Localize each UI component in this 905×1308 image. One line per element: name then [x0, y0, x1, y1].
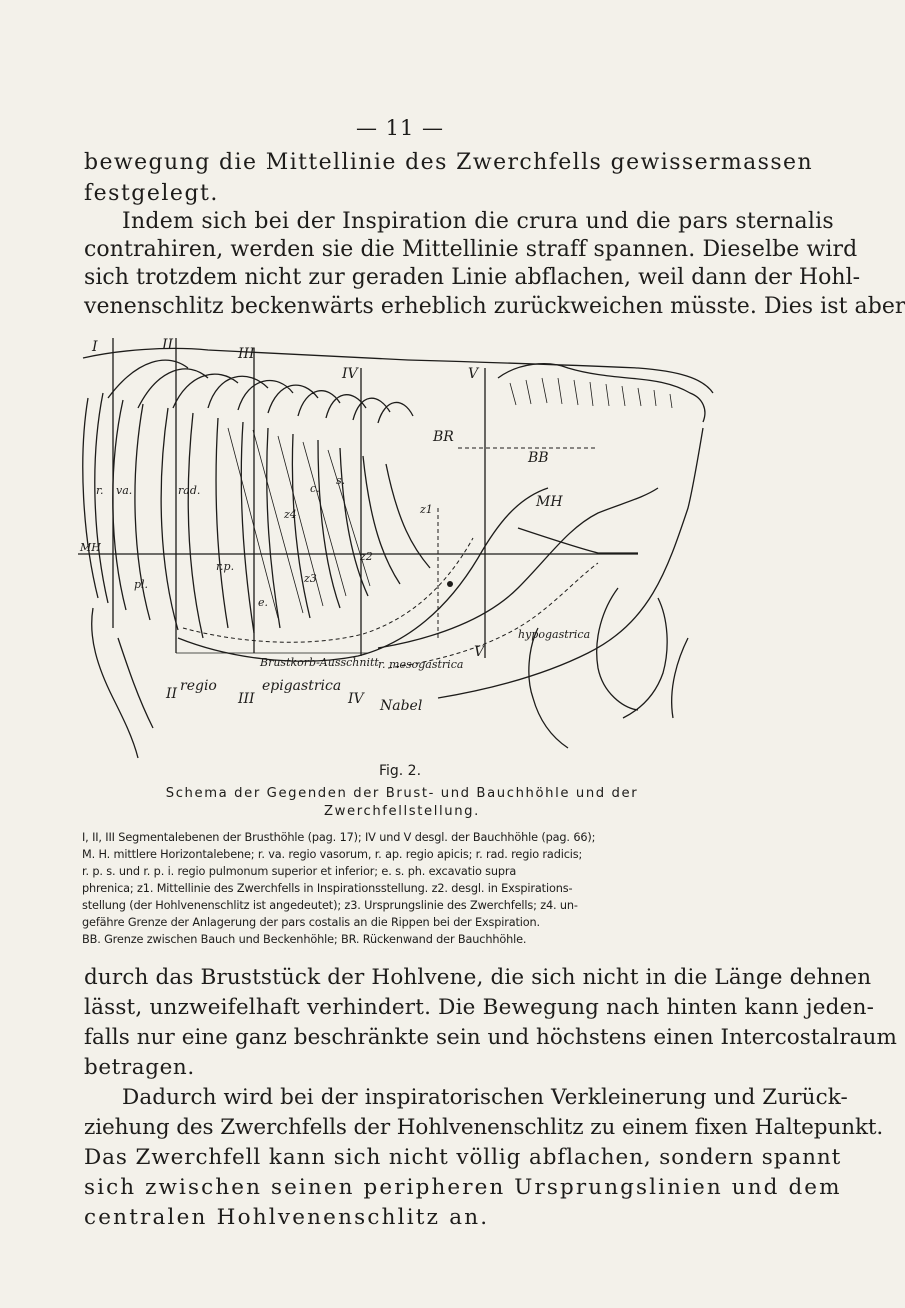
- text-line: bewegung die Mittellinie des Zwerchfells gewissermassen: [84, 150, 814, 175]
- segment-label: II: [162, 337, 174, 353]
- region-label-va: va.: [116, 484, 133, 497]
- region-label-brustkorb: Brustkorb-Ausschnitt: [260, 656, 379, 669]
- text-line: festgelegt.: [84, 181, 219, 206]
- legend-line: phrenica; z1. Mittellinie des Zwerchfells in Inspirationsstellung. z2. desgl. in Exspirations-: [82, 882, 573, 895]
- segment-label: V: [474, 644, 485, 660]
- segment-label: II: [166, 686, 178, 702]
- pelvis-outline: [597, 588, 667, 718]
- region-label-hypogastrica: hypogastrica: [518, 628, 591, 641]
- region-label-mesogastrica: r. mesogastrica: [378, 658, 464, 671]
- text-line: durch das Bruststück der Hohlvene, die sich nicht in die Länge dehnen: [84, 965, 872, 990]
- legend-line: gefähre Grenze der Anlagerung der pars costalis an die Rippen bei der Exspiration.: [82, 916, 540, 929]
- text-line: betragen.: [84, 1055, 195, 1080]
- region-label-rad: rad.: [178, 484, 201, 497]
- diaphragm-label-z2: z2: [360, 550, 373, 563]
- text-line: Indem sich bei der Inspiration die crura und die pars sternalis: [122, 209, 834, 234]
- segment-label: V: [468, 366, 479, 382]
- diaphragm-label-z1: z1: [420, 503, 433, 516]
- legend-line: M. H. mittlere Horizontalebene; r. va. regio vasorum, r. ap. regio apicis; r. rad. regio radicis;: [82, 848, 583, 861]
- legend-line: r. p. s. und r. p. i. regio pulmonum superior et inferior; e. s. ph. excavatio supra: [82, 865, 517, 878]
- region-label-s: s.: [336, 474, 346, 487]
- region-label-regio: regio: [180, 678, 217, 694]
- legend-line: BB. Grenze zwischen Bauch und Beckenhöhle; BR. Rückenwand der Bauchhöhle.: [82, 933, 527, 946]
- region-label-bb: BB: [528, 450, 549, 466]
- diaphragm-z1: [178, 488, 548, 661]
- region-label-mh-left: MH: [80, 541, 101, 554]
- vertebrae-row: [108, 360, 705, 423]
- region-label-mh: MH: [536, 494, 563, 510]
- region-label-epigastrica: epigastrica: [262, 678, 342, 694]
- segment-label: III: [238, 346, 255, 362]
- region-label-c: c.: [310, 482, 320, 495]
- text-line: sich trotzdem nicht zur geraden Linie abflachen, weil dann der Hohl-: [84, 265, 861, 290]
- sternum: [92, 608, 138, 758]
- segment-label: IV: [342, 366, 358, 382]
- region-label-br: BR: [433, 429, 454, 445]
- text-line: sich zwischen seinen peripheren Ursprungslinien und dem: [84, 1175, 842, 1200]
- region-label-nabel: Nabel: [380, 698, 423, 714]
- text-line: venenschlitz beckenwärts erheblich zurückweichen müsste. Dies ist aber: [84, 294, 905, 319]
- back-contour: [83, 348, 713, 393]
- text-line: centralen Hohlvenenschlitz an.: [84, 1205, 490, 1230]
- anatomical-schema-figure: [78, 338, 718, 768]
- diaphragm-z4: [388, 563, 598, 668]
- region-label-rp: r.p.: [216, 560, 235, 573]
- text-line: falls nur eine ganz beschränkte sein und höchstens einen Intercostalraum: [84, 1025, 897, 1050]
- region-label-pl: pl.: [134, 578, 149, 591]
- text-line: contrahiren, werden sie die Mittellinie straff spannen. Dieselbe wird: [84, 237, 858, 262]
- page-number: — 11 —: [355, 116, 445, 140]
- legend-line: I, II, III Segmentalebenen der Brusthöhle (pag. 17); IV und V desgl. der Bauchhöhle (pag. 66);: [82, 831, 596, 844]
- text-line: lässt, unzweifelhaft verhindert. Die Bewegung nach hinten kann jeden-: [84, 995, 875, 1020]
- text-line: Dadurch wird bei der inspiratorischen Verkleinerung und Zurück-: [122, 1085, 848, 1110]
- figure-title: Schema der Gegenden der Brust- und Bauchhöhle und der: [165, 786, 639, 801]
- region-label-r: r.: [96, 484, 104, 497]
- segment-label: IV: [348, 691, 364, 707]
- text-line: Das Zwerchfell kann sich nicht völlig abflachen, sondern spannt: [84, 1145, 842, 1170]
- hohlvenenschlitz-mark: [447, 581, 453, 587]
- text-line: ziehung des Zwerchfells der Hohlvenenschlitz zu einem fixen Haltepunkt.: [84, 1115, 884, 1140]
- figure-number: Fig. 2.: [378, 763, 422, 779]
- diaphragm-label-z3: z3: [304, 572, 317, 585]
- segment-label: III: [238, 691, 255, 707]
- figure-title: Zwerchfellstellung.: [324, 804, 480, 819]
- region-label-e: e.: [258, 596, 269, 609]
- segment-label: I: [92, 339, 98, 355]
- diaphragm-label-z4: z4: [284, 508, 297, 521]
- legend-line: stellung (der Hohlvenenschlitz ist angedeutet); z3. Ursprungslinie des Zwerchfells; z4. un-: [82, 899, 578, 912]
- rib-cage: [83, 393, 430, 638]
